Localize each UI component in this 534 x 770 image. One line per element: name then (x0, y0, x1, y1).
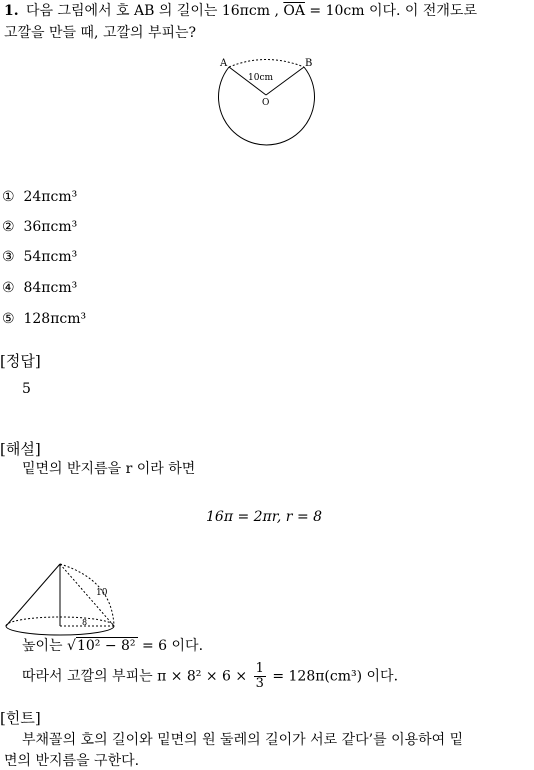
choice-1[interactable]: ① 24πcm³ (2, 189, 78, 205)
answer-heading: [정답] (0, 352, 41, 370)
choice-4[interactable]: ④ 84πcm³ (2, 280, 78, 296)
question-text-line2: 고깔을 만들 때, 고깔의 부피는? (4, 25, 197, 41)
dotted-arc (229, 60, 304, 68)
explanation-heading: [해설] (0, 440, 41, 458)
question-number: 1. (4, 3, 19, 19)
explanation-volume: 따라서 고깔의 부피는 π × 8² × 6 × $\frac{1}{3}$ = 128π(cm³) 이다. (22, 661, 399, 691)
explanation-line1: 밑면의 반지름을 r 이라 하면 (22, 461, 196, 477)
label-a: A (220, 58, 228, 69)
choice-2[interactable]: ② 36πcm³ (2, 219, 78, 235)
hint-line1: 부채꼴의 호의 길이와 밑면의 원 둘레의 길이가 서로 같다’를 이용하여 밑 (22, 732, 464, 748)
label-slant: 10 (96, 588, 108, 598)
sector-figure (214, 54, 324, 176)
choice-5[interactable]: ⑤ 128πcm³ (2, 311, 87, 327)
label-radius: 10cm (248, 73, 274, 83)
explanation-equation: 16π = 2πr, r = 8 (206, 509, 323, 525)
explanation-height: 높이는 √10² − 8² = 6 이다. (22, 638, 204, 654)
answer-value: 5 (22, 381, 31, 397)
cone-figure (2, 560, 120, 640)
label-base-radius: 8 (82, 618, 88, 627)
label-o: O (262, 98, 270, 108)
cone-base-front (6, 626, 114, 635)
segment-oa: $\overline{OA}$ (283, 3, 305, 19)
cone-slant-left (6, 564, 60, 626)
choice-3[interactable]: ③ 54πcm³ (2, 249, 78, 265)
hint-heading: [힌트] (0, 709, 41, 727)
hint-line2: 면의 반지름을 구한다. (4, 753, 140, 769)
label-b: B (305, 58, 313, 69)
question-text-line1: 다음 그림에서 호 AB 의 길이는 16πcm , $\overline{OA} = 10cm$ 이다. 이 전개도로 (26, 3, 477, 19)
